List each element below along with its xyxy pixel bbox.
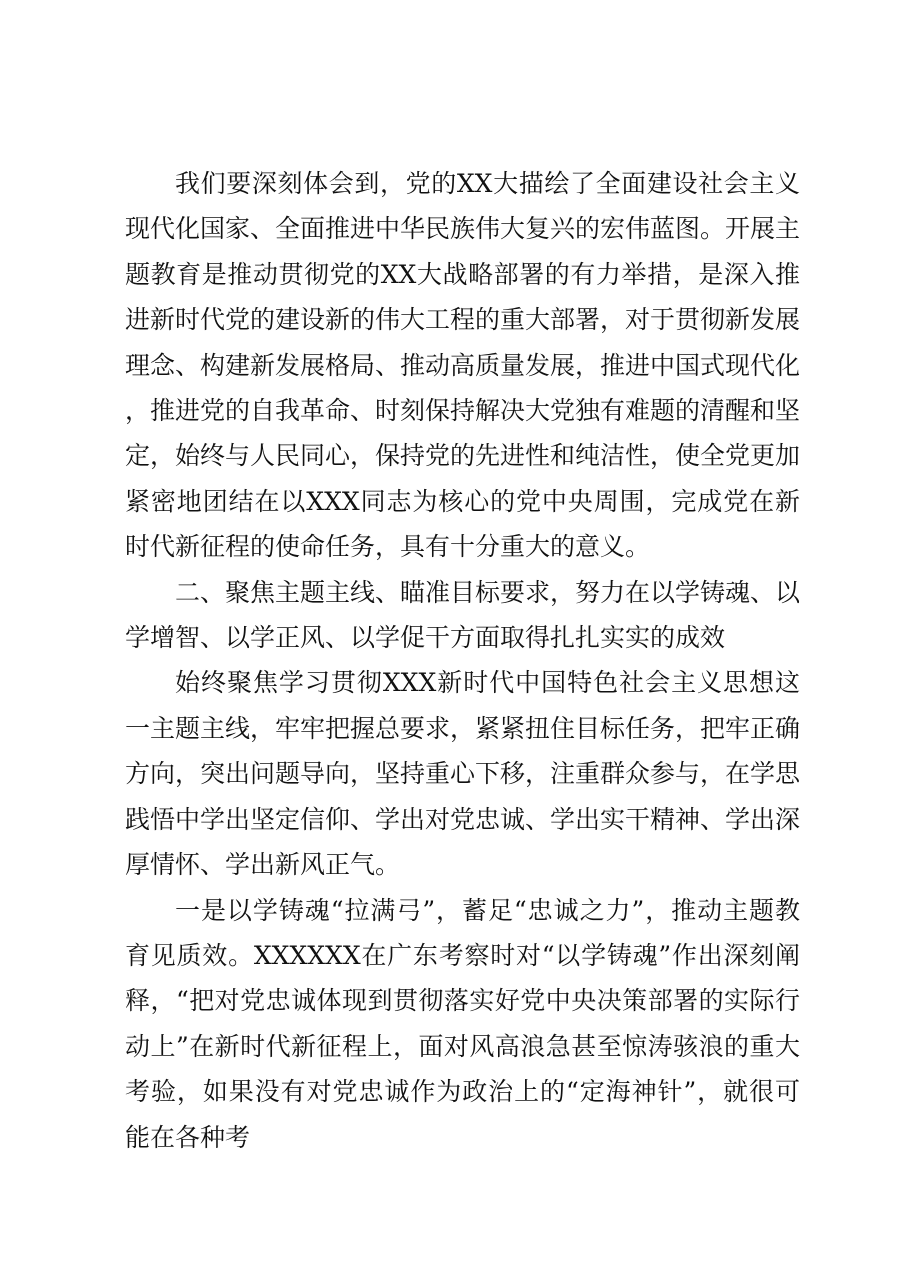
paragraph-point-one: 一是以学铸魂“拉满弓”，蓄足“忠诚之力”，推动主题教育见质效。XXXXXX在广东考察时对“以学铸魂”作出深刻阐释，“把对党忠诚体现到贯彻落实好党中央决策部署的实际行动上”在新时代新征程上，面对风高浪急甚至惊涛骇浪的重大考验，如果没有对党忠诚作为政治上的“定海神针”，就很可能在各种考 [125,895,800,1152]
paragraph-main-line: 始终聚焦学习贯彻XXX新时代中国特色社会主义思想这一主题主线，牢牢把握总要求，紧紧扭住目标任务，把牢正确方向，突出问题导向，坚持重心下移，注重群众参与，在学思践悟中学出坚定信仰、学出对党忠诚、学出实干精神、学出深厚情怀、学出新风正气。 [125,668,801,880]
section-heading-two: 二、聚焦主题主线、瞄准目标要求，努力在以学铸魂、以学增智、以学正风、以学促干方面取得扎扎实实的成效 [125,577,801,653]
document-body [125,161,800,1160]
paragraph-significance: 我们要深刻体会到，党的XX大描绘了全面建设社会主义现代化国家、全面推进中华民族伟大复兴的宏伟蓝图。开展主题教育是推动贯彻党的XX大战略部署的有力举措，是深入推进新时代党的建设新的伟大工程的重大部署，对于贯彻新发展理念、构建新发展格局、推动高质量发展，推进中国式现代化，推进党的自我革命、时刻保持解决大党独有难题的清醒和坚定，始终与人民同心，保持党的先进性和纯洁性，使全党更加紧密地团结在以XXX同志为核心的党中央周围，完成党在新时代新征程的使命任务，具有十分重大的意义。 [125,169,801,562]
